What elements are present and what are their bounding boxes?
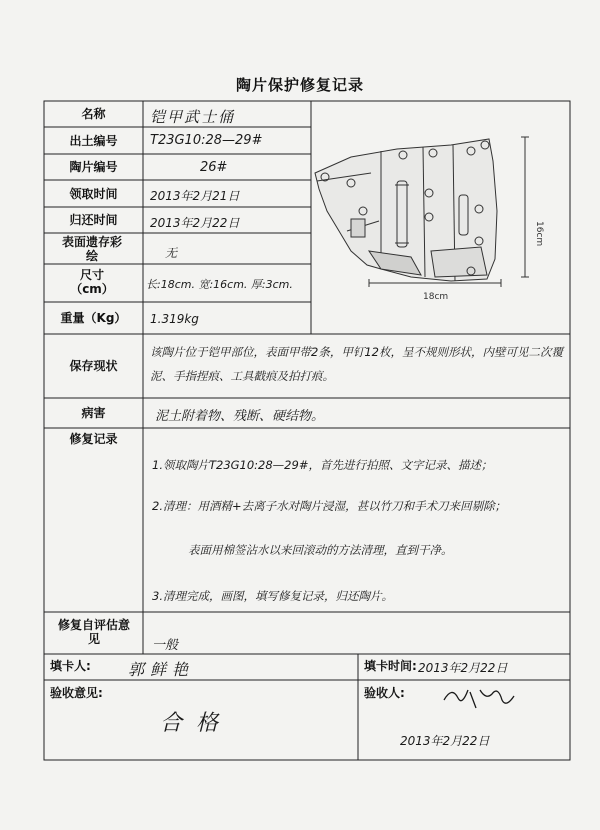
name-value: 铠甲武士俑 — [150, 108, 236, 126]
filler-label: 填卡人: — [50, 659, 91, 673]
record-label: 修复记录 — [69, 432, 118, 446]
excavation-no-value: T23G10:28—29# — [150, 133, 263, 148]
fill-time-label: 填卡时间: — [364, 659, 417, 673]
sherd-no-value: 26# — [200, 160, 228, 175]
self-eval-label: 修复自评估意见 — [58, 618, 131, 646]
disease-label: 病害 — [81, 406, 106, 420]
condition-label: 保存现状 — [69, 359, 118, 373]
acceptance-label: 验收意见: — [50, 686, 103, 700]
surface-paint-label: 表面遗存彩绘 — [62, 235, 123, 263]
surface-paint-value: 无 — [165, 246, 178, 260]
receive-time-value: 2013年2月21日 — [150, 189, 240, 203]
record-line-3: 表面用棉签沾水以来回滚动的方法清理，直到干净。 — [188, 543, 453, 557]
acceptor-signature — [440, 682, 520, 714]
size-value: 长:18cm. 宽:16cm. 厚:3cm. — [146, 278, 293, 291]
record-line-4: 3.清理完成，画图，填写修复记录，归还陶片。 — [152, 589, 393, 603]
record-line-1: 1.领取陶片T23G10:28—29#，首先进行拍照、文字记录、描述； — [152, 458, 493, 472]
sherd-no-label: 陶片编号 — [69, 160, 118, 174]
acceptor-date: 2013年2月22日 — [400, 734, 490, 748]
acceptance-value: 合格 — [160, 711, 233, 736]
receive-time-label: 领取时间 — [69, 187, 118, 201]
sherd-sketch — [311, 101, 570, 334]
page-title: 陶片保护修复记录 — [235, 76, 364, 94]
sketch-width-label: 18cm — [423, 292, 449, 302]
acceptor-label: 验收人: — [364, 686, 405, 700]
weight-label: 重量（Kg） — [60, 311, 127, 325]
condition-value: 该陶片位于铠甲部位，表面甲带2条，甲钉12枚，呈不规则形状，内壁可见二次覆泥、手指捏痕、工具戳痕及拍打痕。 — [150, 345, 563, 383]
sketch-height-label: 16cm — [534, 221, 544, 247]
return-time-label: 归还时间 — [69, 213, 118, 227]
excavation-no-label: 出土编号 — [69, 134, 118, 148]
disease-value: 泥土附着物、残断、硬结物。 — [155, 409, 325, 424]
name-label: 名称 — [81, 107, 106, 121]
fill-time-value: 2013年2月22日 — [418, 661, 508, 675]
record-line-2: 2.清理：用酒精+去离子水对陶片浸湿，甚以竹刀和手术刀来回剔除； — [152, 499, 507, 513]
weight-value: 1.319kg — [150, 312, 199, 326]
size-label: 尺寸（cm） — [70, 268, 114, 296]
self-eval-value: 一般 — [152, 638, 179, 653]
filler-signature: 郭鲜艳 — [128, 660, 195, 679]
return-time-value: 2013年2月22日 — [150, 216, 240, 230]
